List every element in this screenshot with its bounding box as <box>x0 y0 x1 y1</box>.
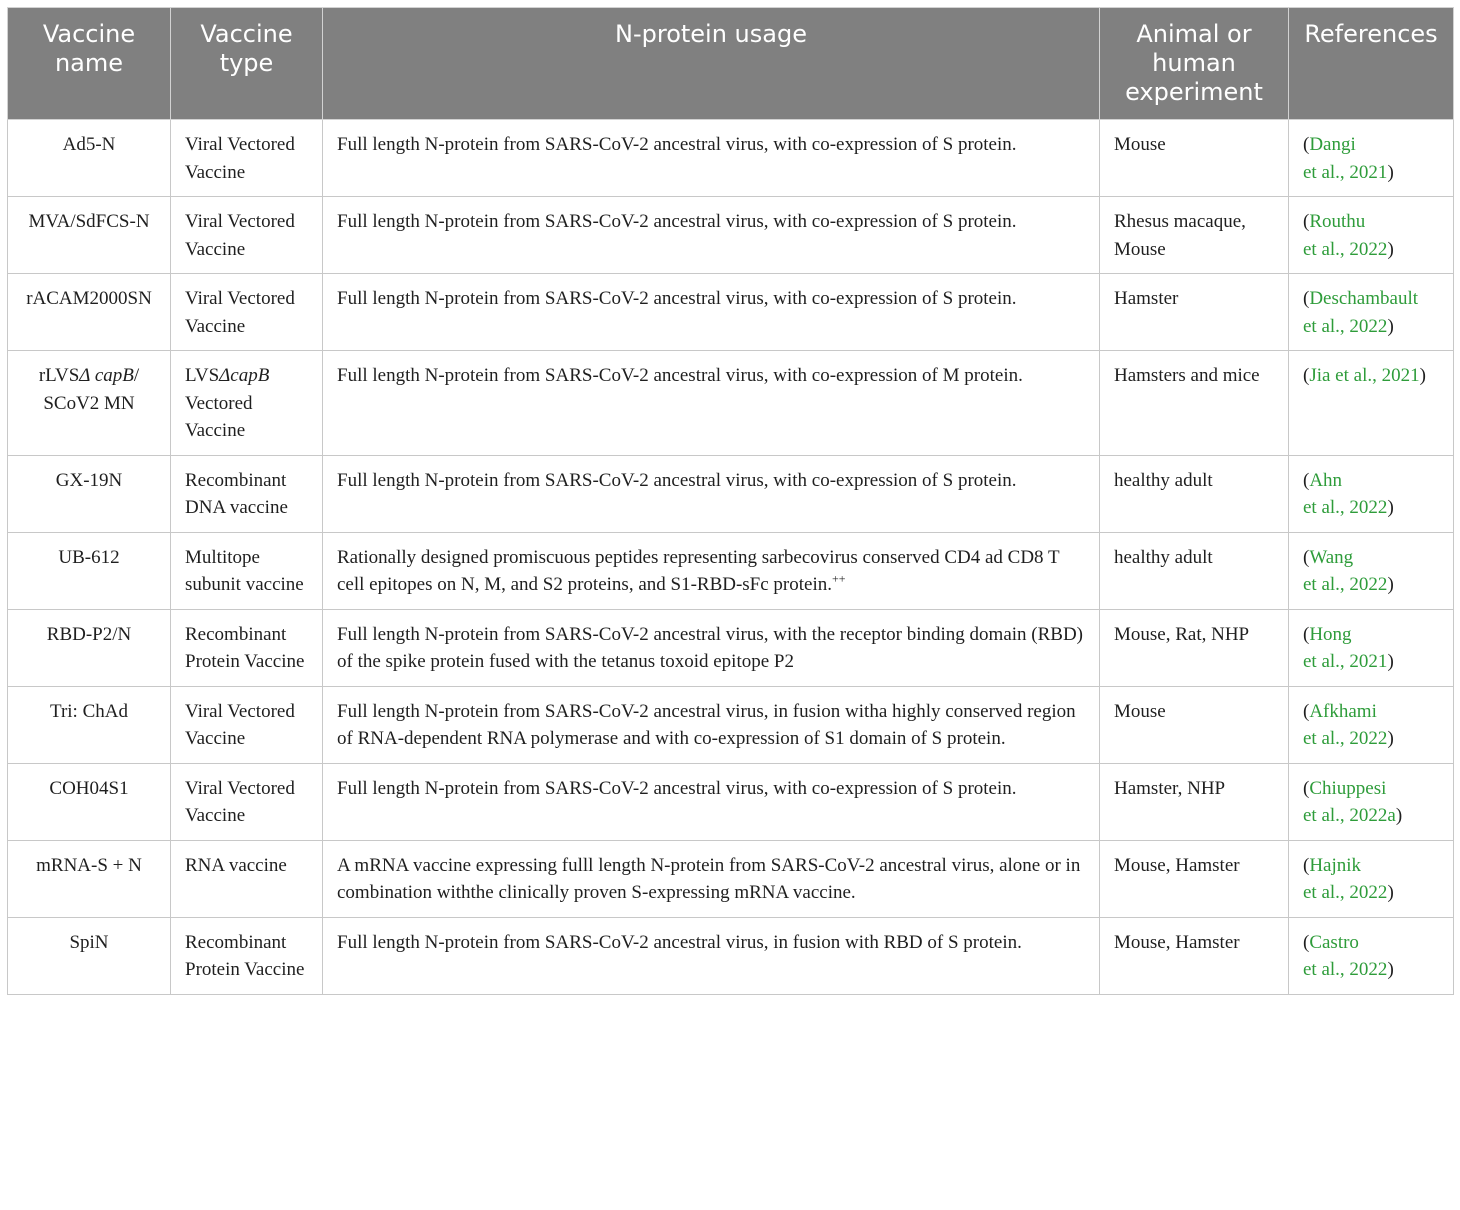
vaccine-name: rLVSΔ capB/ SCoV2 MN <box>8 351 171 456</box>
vaccine-type: Recombinant Protein Vaccine <box>171 917 323 994</box>
n-protein-usage: Full length N-protein from SARS-CoV-2 ancestral virus, with co-expression of S protein. <box>323 455 1100 532</box>
table-row <box>8 455 1454 532</box>
vaccine-type: Multitope subunit vaccine <box>171 532 323 609</box>
header-vaccine-name: Vaccine name <box>8 8 171 120</box>
vaccine-type: RNA vaccine <box>171 840 323 917</box>
vaccine-type: Viral Vectored Vaccine <box>171 197 323 274</box>
n-protein-usage: A mRNA vaccine expressing fulll length N-protein from SARS-CoV-2 ancestral virus, alone or in combination withthe clinically proven S-expressing mRNA vaccine. <box>323 840 1100 917</box>
header-vaccine-type: Vaccine type <box>171 8 323 120</box>
reference-link[interactable]: Afkhami et al., 2022 <box>1303 700 1388 749</box>
reference-cell: (Castro et al., 2022) <box>1289 917 1454 994</box>
experiment: Hamsters and mice <box>1100 351 1289 456</box>
n-protein-usage: Full length N-protein from SARS-CoV-2 ancestral virus, in fusion witha highly conserved region of RNA-dependent RNA polymerase and with co-expression of S1 domain of S protein. <box>323 686 1100 763</box>
vaccine-name: mRNA-S + N <box>8 840 171 917</box>
vaccine-type: Recombinant Protein Vaccine <box>171 609 323 686</box>
table-row <box>8 351 1454 456</box>
experiment: Rhesus macaque, Mouse <box>1100 197 1289 274</box>
header-n-protein-usage: N-protein usage <box>323 8 1100 120</box>
n-protein-usage: Full length N-protein from SARS-CoV-2 ancestral virus, with co-expression of S protein. <box>323 120 1100 197</box>
reference-link[interactable]: Routhu et al., 2022 <box>1303 211 1388 260</box>
reference-link[interactable]: Ahn et al., 2022 <box>1303 469 1388 518</box>
experiment: Mouse, Hamster <box>1100 840 1289 917</box>
vaccine-name: Ad5-N <box>8 120 171 197</box>
vaccine-name: COH04S1 <box>8 763 171 840</box>
n-protein-usage: Rationally designed promiscuous peptides representing sarbecovirus conserved CD4 ad CD8 T cell epitopes on N, M, and S2 proteins, and S1-RBD-sFc protein.++ <box>323 532 1100 609</box>
reference-link[interactable]: Hajnik et al., 2022 <box>1303 854 1388 903</box>
n-protein-usage: Full length N-protein from SARS-CoV-2 ancestral virus, with co-expression of S protein. <box>323 763 1100 840</box>
reference-cell: (Afkhami et al., 2022) <box>1289 686 1454 763</box>
vaccine-name: GX-19N <box>8 455 171 532</box>
header-row <box>8 8 1454 120</box>
experiment: Mouse <box>1100 686 1289 763</box>
reference-cell: (Ahn et al., 2022) <box>1289 455 1454 532</box>
reference-cell: (Jia et al., 2021) <box>1289 351 1454 456</box>
experiment: Hamster, NHP <box>1100 763 1289 840</box>
vaccine-type: Viral Vectored Vaccine <box>171 763 323 840</box>
experiment: Mouse, Hamster <box>1100 917 1289 994</box>
table-row <box>8 197 1454 274</box>
table-row <box>8 120 1454 197</box>
header-references: References <box>1289 8 1454 120</box>
table-row <box>8 274 1454 351</box>
reference-link[interactable]: Jia et al., 2021 <box>1309 365 1420 386</box>
reference-link[interactable]: Wang et al., 2022 <box>1303 546 1388 595</box>
table-row <box>8 686 1454 763</box>
table-row <box>8 840 1454 917</box>
vaccine-name: SpiN <box>8 917 171 994</box>
table-row <box>8 763 1454 840</box>
vaccine-name: Tri: ChAd <box>8 686 171 763</box>
experiment: healthy adult <box>1100 455 1289 532</box>
vaccine-name: UB-612 <box>8 532 171 609</box>
vaccine-type: Recombinant DNA vaccine <box>171 455 323 532</box>
header-experiment: Animal or human experiment <box>1100 8 1289 120</box>
experiment: Mouse <box>1100 120 1289 197</box>
n-protein-usage: Full length N-protein from SARS-CoV-2 ancestral virus, with co-expression of S protein. <box>323 274 1100 351</box>
reference-link[interactable]: Hong et al., 2021 <box>1303 623 1388 672</box>
n-protein-usage: Full length N-protein from SARS-CoV-2 ancestral virus, with the receptor binding domain (RBD) of the spike protein fused with the tetanus toxoid epitope P2 <box>323 609 1100 686</box>
vaccine-type: Viral Vectored Vaccine <box>171 686 323 763</box>
reference-link[interactable]: Deschambault et al., 2022 <box>1303 288 1419 337</box>
n-protein-usage: Full length N-protein from SARS-CoV-2 ancestral virus, with co-expression of M protein. <box>323 351 1100 456</box>
n-protein-usage: Full length N-protein from SARS-CoV-2 ancestral virus, in fusion with RBD of S protein. <box>323 917 1100 994</box>
reference-cell: (Hajnik et al., 2022) <box>1289 840 1454 917</box>
vaccine-table <box>7 7 1454 995</box>
vaccine-name: rACAM2000SN <box>8 274 171 351</box>
vaccine-type: LVSΔcapB Vectored Vaccine <box>171 351 323 456</box>
vaccine-type: Viral Vectored Vaccine <box>171 120 323 197</box>
table-row <box>8 532 1454 609</box>
vaccine-name: MVA/SdFCS-N <box>8 197 171 274</box>
reference-cell: (Deschambault et al., 2022) <box>1289 274 1454 351</box>
reference-cell: (Chiuppesi et al., 2022a) <box>1289 763 1454 840</box>
reference-cell: (Dangi et al., 2021) <box>1289 120 1454 197</box>
vaccine-name: RBD-P2/N <box>8 609 171 686</box>
experiment: healthy adult <box>1100 532 1289 609</box>
reference-cell: (Hong et al., 2021) <box>1289 609 1454 686</box>
reference-link[interactable]: Chiuppesi et al., 2022a <box>1303 777 1396 826</box>
reference-link[interactable]: Castro et al., 2022 <box>1303 931 1388 980</box>
experiment: Mouse, Rat, NHP <box>1100 609 1289 686</box>
experiment: Hamster <box>1100 274 1289 351</box>
reference-link[interactable]: Dangi et al., 2021 <box>1303 134 1388 183</box>
reference-cell: (Wang et al., 2022) <box>1289 532 1454 609</box>
vaccine-type: Viral Vectored Vaccine <box>171 274 323 351</box>
table-row <box>8 917 1454 994</box>
table-row <box>8 609 1454 686</box>
n-protein-usage: Full length N-protein from SARS-CoV-2 ancestral virus, with co-expression of S protein. <box>323 197 1100 274</box>
reference-cell: (Routhu et al., 2022) <box>1289 197 1454 274</box>
